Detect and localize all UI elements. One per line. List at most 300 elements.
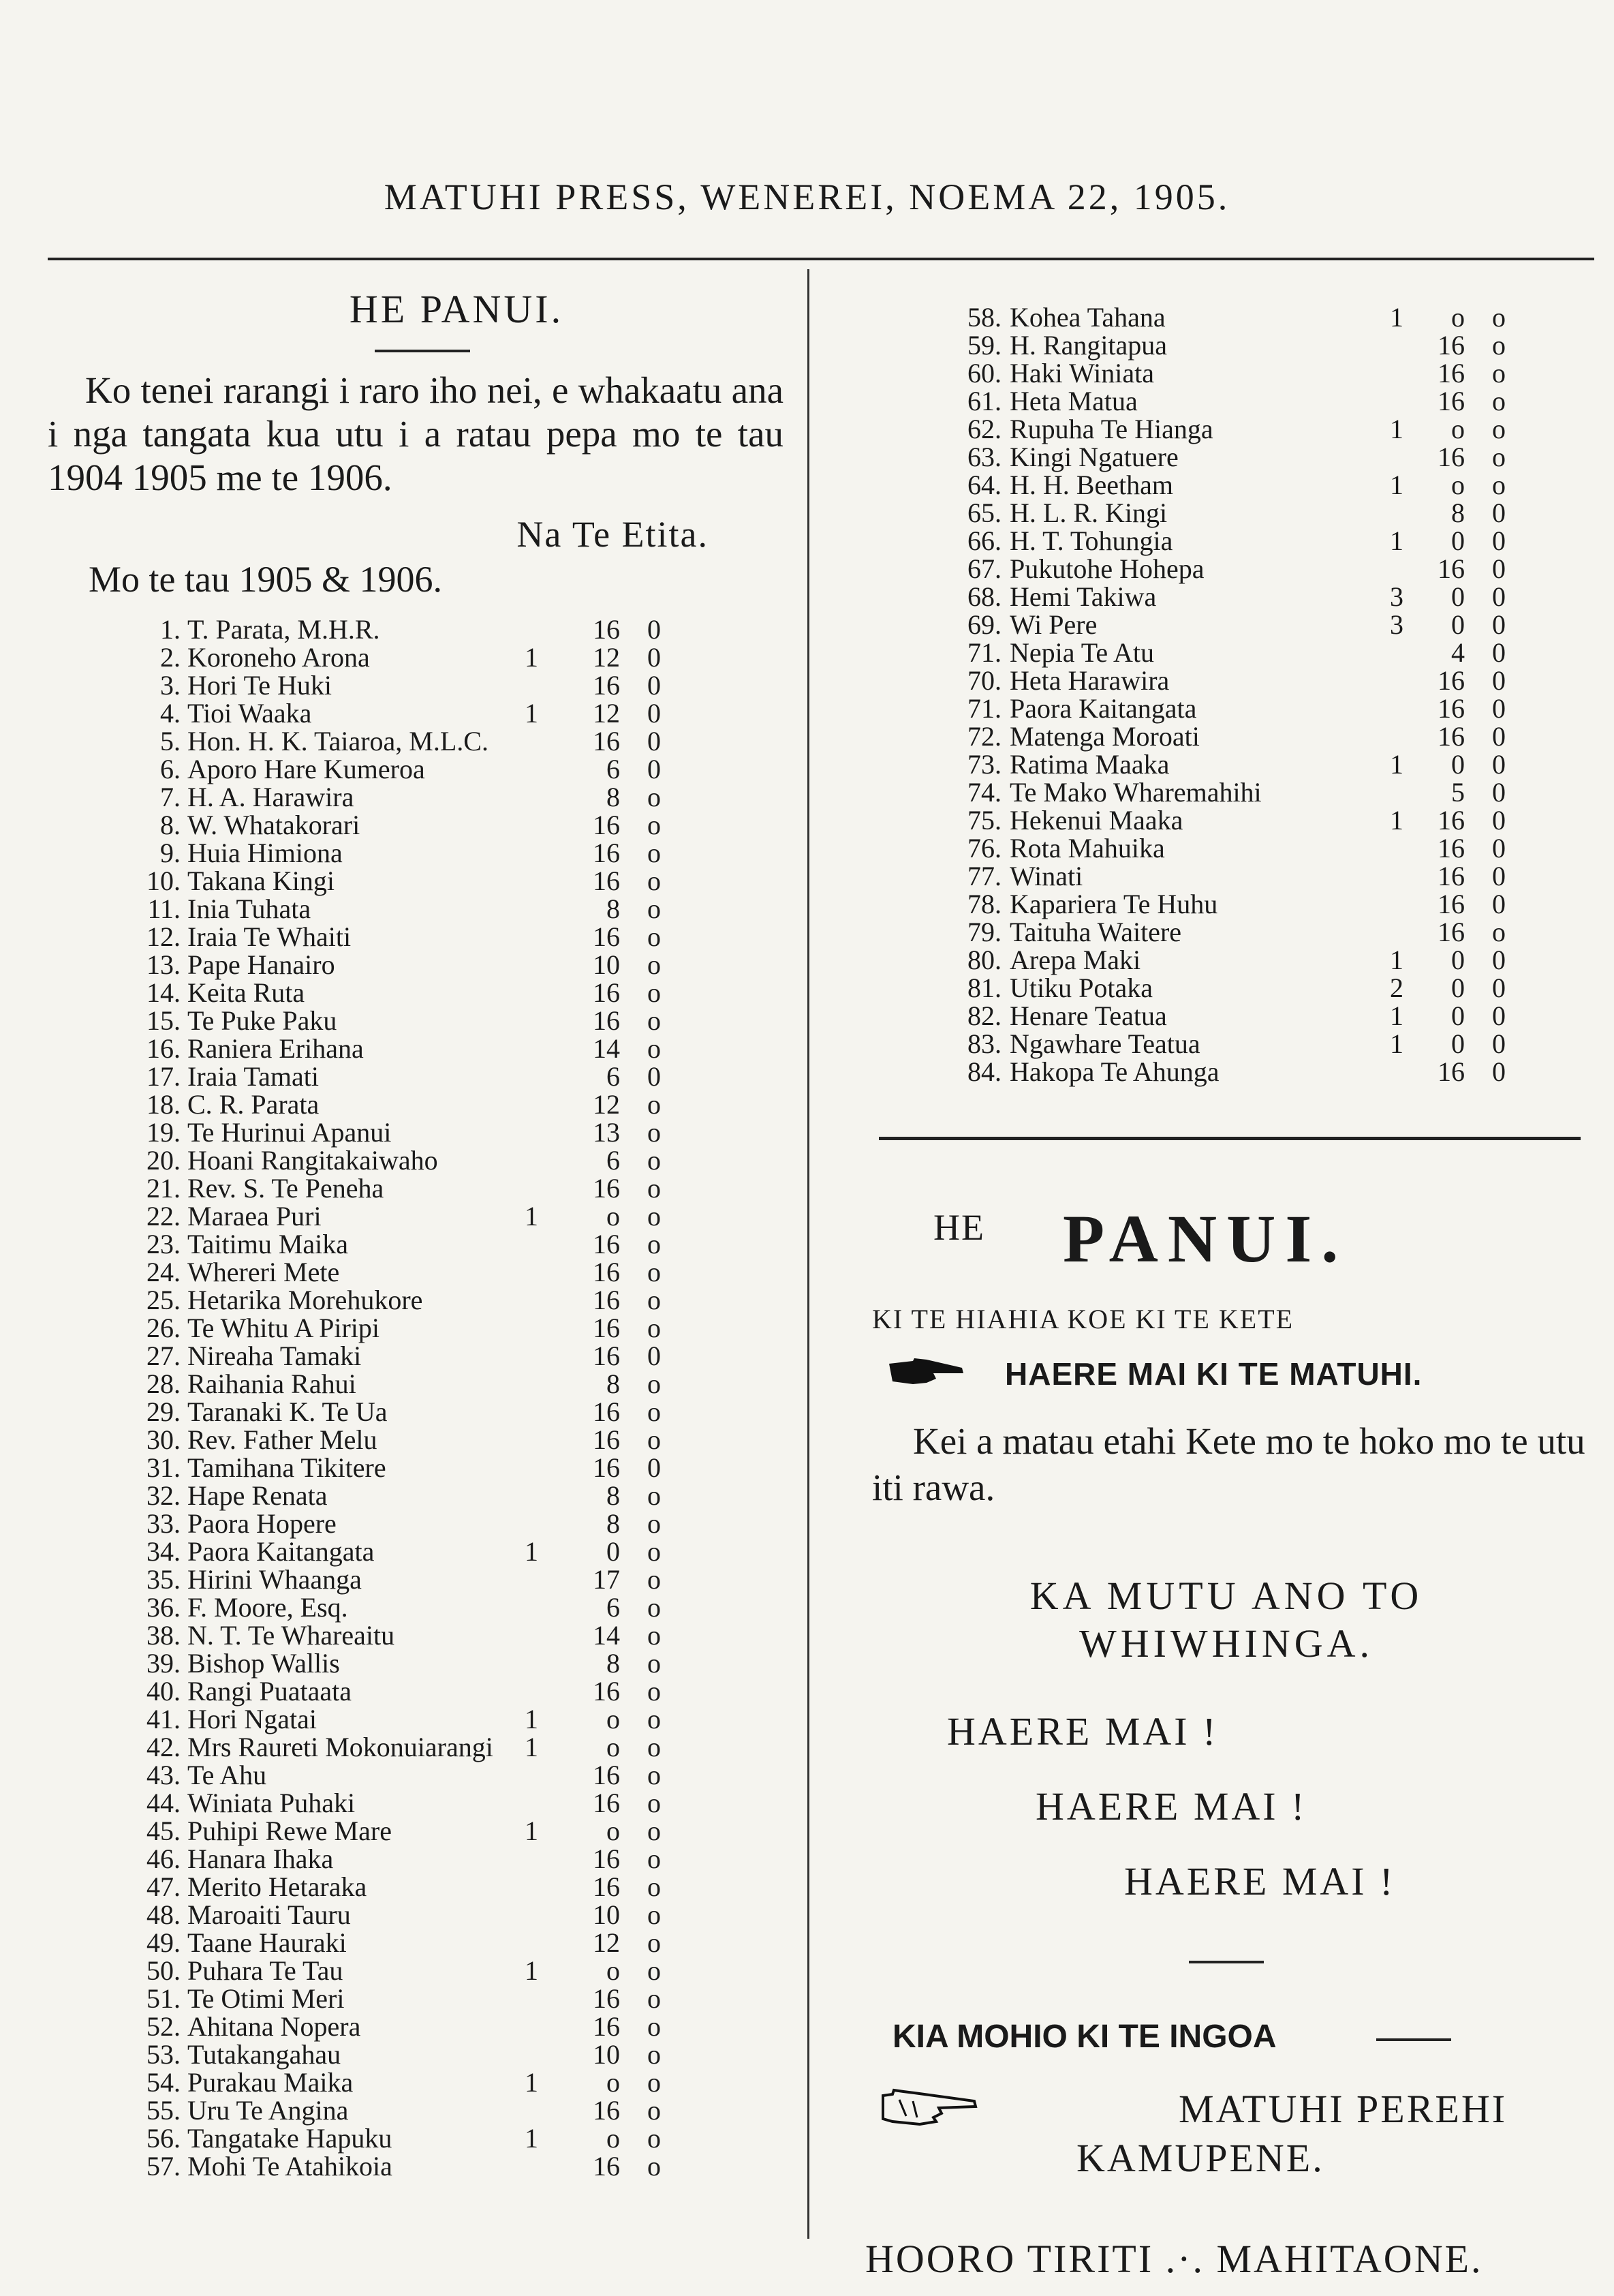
subscriber-row — [838, 555, 1519, 583]
entry-number: 12. — [146, 921, 181, 952]
amount-shillings: 0 — [1451, 525, 1465, 556]
amount-pence: o — [647, 1480, 661, 1511]
amount-shillings: 8 — [606, 1368, 620, 1399]
subscriber-row — [48, 1621, 709, 1649]
subscriber-row — [48, 1761, 709, 1789]
amount-pence: o — [647, 2151, 661, 2182]
entry-number: 16. — [146, 1033, 181, 1064]
amount-shillings: 16 — [1438, 833, 1465, 863]
subscriber-row — [838, 890, 1519, 918]
subscriber-name: Hoani Rangitakaiwaho — [187, 1145, 438, 1176]
pointing-hand-outline-icon — [879, 2086, 981, 2127]
amount-pounds: 1 — [525, 1704, 538, 1734]
amount-pence: 0 — [1492, 749, 1506, 780]
amount-shillings: 16 — [1438, 721, 1465, 752]
subscriber-name: Kapariera Te Huhu — [1010, 889, 1218, 919]
subscriber-name: Winiata Puhaki — [187, 1788, 356, 1818]
entry-number: 9. — [160, 838, 181, 868]
amount-pounds: 1 — [1390, 302, 1403, 333]
subscriber-row — [48, 1733, 709, 1761]
subscriber-name: Koroneho Arona — [187, 642, 370, 673]
subscriber-name: Tangatake Hapuku — [187, 2123, 392, 2154]
kia-mohio-dash — [1376, 2038, 1451, 2041]
entry-number: 18. — [146, 1089, 181, 1120]
subscriber-name: Mrs Raureti Mokonuiarangi — [187, 1732, 493, 1762]
subscriber-name: Te Whitu A Piripi — [187, 1313, 380, 1343]
subscriber-name: N. T. Te Whareaitu — [187, 1620, 395, 1651]
subscriber-row — [48, 1090, 709, 1118]
subscriber-row — [838, 331, 1519, 359]
amount-pence: 0 — [647, 614, 661, 645]
entry-number: 45. — [146, 1816, 181, 1846]
subscriber-name: Inia Tuhata — [187, 893, 311, 924]
entry-number: 53. — [146, 2039, 181, 2070]
amount-pence: o — [647, 1620, 661, 1651]
amount-shillings: 12 — [593, 1927, 620, 1958]
subscriber-row — [838, 443, 1519, 471]
amount-shillings: 16 — [593, 1173, 620, 1204]
amount-pence: o — [647, 1676, 661, 1706]
subscriber-row — [838, 611, 1519, 639]
amount-shillings: 16 — [593, 1871, 620, 1902]
amount-shillings: 17 — [593, 1564, 620, 1595]
subscriber-name: Uru Te Angina — [187, 2095, 349, 2126]
amount-pence: o — [647, 838, 661, 868]
entry-number: 62. — [967, 414, 1002, 444]
amount-pence: o — [647, 1229, 661, 1259]
subscriber-row — [48, 671, 709, 699]
amount-shillings: 0 — [1451, 945, 1465, 975]
subscriber-row — [48, 867, 709, 895]
subscriber-name: Nepia Te Atu — [1010, 637, 1154, 668]
subscriber-row — [48, 1873, 709, 1901]
subscriber-name: Heta Matua — [1010, 386, 1138, 416]
amount-pounds: 1 — [525, 642, 538, 673]
amount-shillings: 16 — [1438, 386, 1465, 416]
amount-shillings: 16 — [593, 1676, 620, 1706]
subscriber-row — [48, 1565, 709, 1593]
entry-number: 39. — [146, 1648, 181, 1679]
amount-pence: o — [647, 1368, 661, 1399]
amount-pence: o — [647, 1927, 661, 1958]
subscriber-row — [48, 2068, 709, 2096]
amount-pounds: 1 — [525, 1816, 538, 1846]
amount-pence: 0 — [647, 642, 661, 673]
subscriber-name: Tutakangahau — [187, 2039, 341, 2070]
amount-pence: 0 — [1492, 805, 1506, 836]
amount-pence: 0 — [1492, 609, 1506, 640]
haere-mai-1-text: HAERE MAI ! — [947, 1709, 1219, 1754]
amount-pence: o — [1492, 302, 1506, 333]
entry-number: 48. — [146, 1899, 181, 1930]
entry-number: 20. — [146, 1145, 181, 1176]
amount-shillings: 8 — [606, 1648, 620, 1679]
amount-shillings: 8 — [606, 1480, 620, 1511]
subscriber-name: Hori Te Huki — [187, 670, 332, 701]
amount-pence: 0 — [1492, 553, 1506, 584]
subscriber-row — [48, 2152, 709, 2180]
subscriber-name: H. A. Harawira — [187, 782, 354, 812]
subscriber-name: Utiku Potaka — [1010, 973, 1153, 1003]
haere-mai-2-text: HAERE MAI ! — [1036, 1784, 1307, 1828]
entry-number: 1. — [160, 614, 181, 645]
subscriber-row — [48, 2096, 709, 2124]
subscriber-row — [48, 1398, 709, 1426]
amount-pence: o — [647, 1592, 661, 1623]
entry-number: 78. — [967, 889, 1002, 919]
subscriber-row — [48, 2040, 709, 2068]
subscriber-name: Rangi Puataata — [187, 1676, 352, 1706]
amount-pence: 0 — [647, 754, 661, 784]
amount-pounds: 1 — [525, 698, 538, 729]
amount-shillings: 16 — [593, 921, 620, 952]
entry-number: 23. — [146, 1229, 181, 1259]
amount-pence: 0 — [1492, 833, 1506, 863]
amount-shillings: 16 — [1438, 861, 1465, 891]
amount-shillings: 16 — [593, 1396, 620, 1427]
subscriber-row — [48, 1426, 709, 1454]
subscriber-name: Iraia Tamati — [187, 1061, 320, 1092]
amount-shillings: o — [606, 1704, 620, 1734]
subscriber-row — [48, 1845, 709, 1873]
amount-pence: o — [647, 893, 661, 924]
haere-mai-3-text: HAERE MAI ! — [1124, 1859, 1396, 1903]
subscriber-row — [838, 946, 1519, 974]
amount-shillings: 8 — [606, 893, 620, 924]
subscriber-list-right — [838, 303, 1519, 1086]
amount-pence: o — [647, 1424, 661, 1455]
entry-number: 35. — [146, 1564, 181, 1595]
subscriber-row — [48, 951, 709, 979]
amount-pence: o — [647, 1257, 661, 1287]
amount-pence: o — [647, 1983, 661, 2014]
amount-shillings: 16 — [593, 1257, 620, 1287]
subscriber-name: Purakau Maika — [187, 2067, 354, 2098]
entry-number: 29. — [146, 1396, 181, 1427]
subscriber-row — [48, 1929, 709, 1957]
amount-shillings: 8 — [1451, 498, 1465, 528]
amount-pence: o — [647, 2039, 661, 2070]
amount-pounds: 2 — [1390, 973, 1403, 1003]
subscriber-row — [838, 694, 1519, 722]
amount-pence: 0 — [647, 1061, 661, 1092]
amount-pence: o — [647, 1396, 661, 1427]
amount-pence: 0 — [647, 670, 661, 701]
entry-number: 50. — [146, 1955, 181, 1986]
subscriber-name: Iraia Te Whaiti — [187, 921, 352, 952]
amount-pence: o — [647, 1536, 661, 1567]
amount-shillings: 16 — [1438, 805, 1465, 836]
amount-shillings: 13 — [593, 1117, 620, 1148]
entry-number: 24. — [146, 1257, 181, 1287]
year-heading: Mo te tau 1905 & 1906. — [89, 559, 442, 600]
entry-number: 66. — [967, 525, 1002, 556]
subscriber-row — [48, 615, 709, 643]
subscriber-name: Heta Harawira — [1010, 665, 1170, 696]
amount-pounds: 1 — [525, 1201, 538, 1231]
amount-pence: o — [647, 1145, 661, 1176]
subscriber-row — [48, 699, 709, 727]
amount-pence: o — [647, 1871, 661, 1902]
entry-number: 49. — [146, 1927, 181, 1958]
subscriber-name: Raihania Rahui — [187, 1368, 356, 1399]
subscriber-name: T. Parata, M.H.R. — [187, 614, 380, 645]
entry-number: 30. — [146, 1424, 181, 1455]
subscriber-row — [838, 415, 1519, 443]
amount-pence: 0 — [647, 1452, 661, 1483]
entry-number: 10. — [146, 866, 181, 896]
entry-number: 82. — [967, 1000, 1002, 1031]
entry-number: 83. — [967, 1028, 1002, 1059]
amount-pence: o — [647, 1089, 661, 1120]
amount-shillings: 16 — [593, 1424, 620, 1455]
amount-shillings: 16 — [593, 1452, 620, 1483]
amount-shillings: 8 — [606, 782, 620, 812]
amount-pence: 0 — [647, 698, 661, 729]
entry-number: 68. — [967, 581, 1002, 612]
entry-number: 19. — [146, 1117, 181, 1148]
amount-shillings: 16 — [593, 866, 620, 896]
amount-shillings: 12 — [593, 698, 620, 729]
haere-mai-2 — [858, 1770, 1594, 1845]
subscriber-row — [48, 1593, 709, 1621]
amount-shillings: 16 — [593, 977, 620, 1008]
entry-number: 75. — [967, 805, 1002, 836]
subscriber-name: Hori Ngatai — [187, 1704, 317, 1734]
amount-shillings: 16 — [1438, 553, 1465, 584]
subscriber-row — [838, 750, 1519, 778]
amount-shillings: 12 — [593, 1089, 620, 1120]
subscriber-name: Taranaki K. Te Ua — [187, 1396, 388, 1427]
amount-pence: o — [1492, 442, 1506, 472]
amount-shillings: 16 — [593, 810, 620, 840]
entry-number: 73. — [967, 749, 1002, 780]
subscriber-row — [48, 1901, 709, 1929]
amount-pence: o — [647, 1899, 661, 1930]
subscriber-name: Ngawhare Teatua — [1010, 1028, 1200, 1059]
subscriber-row — [838, 639, 1519, 667]
amount-pence: 0 — [1492, 777, 1506, 808]
amount-shillings: 10 — [593, 1899, 620, 1930]
amount-shillings: 16 — [593, 1843, 620, 1874]
subscriber-name: Hekenui Maaka — [1010, 805, 1183, 836]
subscriber-row — [838, 387, 1519, 415]
subscriber-name: Kohea Tahana — [1010, 302, 1166, 333]
entry-number: 81. — [967, 973, 1002, 1003]
amount-pence: o — [647, 1816, 661, 1846]
amount-shillings: 16 — [593, 1229, 620, 1259]
editor-signoff: Na Te Etita. — [516, 514, 709, 555]
subscriber-row — [48, 1118, 709, 1146]
subscriber-row — [48, 1649, 709, 1677]
amount-shillings: 8 — [606, 1508, 620, 1539]
subscriber-name: Te Otimi Meri — [187, 1983, 345, 2014]
amount-shillings: 16 — [593, 2095, 620, 2126]
amount-shillings: 6 — [606, 1061, 620, 1092]
subscriber-row — [48, 1454, 709, 1482]
amount-shillings: o — [606, 2123, 620, 2154]
subscriber-row — [838, 667, 1519, 694]
entry-number: 41. — [146, 1704, 181, 1734]
amount-pence: o — [647, 866, 661, 896]
subscriber-name: H. L. R. Kingi — [1010, 498, 1168, 528]
subscriber-name: Pape Hanairo — [187, 949, 335, 980]
advert-panui: PANUI. — [1063, 1201, 1348, 1276]
entry-number: 25. — [146, 1285, 181, 1315]
amount-pence: o — [1492, 358, 1506, 388]
amount-pence: o — [647, 949, 661, 980]
subscriber-name: Rota Mahuika — [1010, 833, 1165, 863]
entry-number: 26. — [146, 1313, 181, 1343]
subscriber-row — [48, 755, 709, 783]
amount-pence: o — [647, 1760, 661, 1790]
entry-number: 76. — [967, 833, 1002, 863]
entry-number: 43. — [146, 1760, 181, 1790]
subscriber-name: Paora Kaitangata — [187, 1536, 375, 1567]
subscriber-name: Matenga Moroati — [1010, 721, 1200, 752]
subscriber-name: Hemi Takiwa — [1010, 581, 1157, 612]
entry-number: 56. — [146, 2123, 181, 2154]
entry-number: 70. — [967, 665, 1002, 696]
subscriber-row — [48, 839, 709, 867]
subscriber-name: Taitimu Maika — [187, 1229, 349, 1259]
advert-center — [858, 1572, 1594, 1668]
subscriber-row — [838, 527, 1519, 555]
advertisement — [858, 1186, 1594, 2282]
haere-mai-1 — [858, 1695, 1594, 1770]
subscriber-row — [838, 583, 1519, 611]
subscriber-name: Paora Kaitangata — [1010, 693, 1197, 724]
entry-number: 58. — [967, 302, 1002, 333]
entry-number: 55. — [146, 2095, 181, 2126]
entry-number: 42. — [146, 1732, 181, 1762]
amount-pounds: 1 — [525, 2123, 538, 2154]
amount-shillings: o — [606, 1201, 620, 1231]
entry-number: 64. — [967, 470, 1002, 500]
subscriber-name: Puhipi Rewe Mare — [187, 1816, 392, 1846]
amount-pounds: 1 — [525, 1732, 538, 1762]
amount-pence: o — [647, 1788, 661, 1818]
entry-number: 15. — [146, 1005, 181, 1036]
entry-number: 46. — [146, 1843, 181, 1874]
subscriber-name: Maroaiti Tauru — [187, 1899, 351, 1930]
amount-pence: o — [647, 1704, 661, 1734]
notice-title: HE PANUI. — [349, 287, 564, 331]
subscriber-name: Keita Ruta — [187, 977, 305, 1008]
amount-pounds: 1 — [1390, 414, 1403, 444]
subscriber-row — [48, 1174, 709, 1202]
entry-number: 13. — [146, 949, 181, 980]
subscriber-name: Rev. Father Melu — [187, 1424, 377, 1455]
subscriber-row — [48, 1062, 709, 1090]
subscriber-name: H. T. Tohungia — [1010, 525, 1173, 556]
entry-number: 22. — [146, 1201, 181, 1231]
entry-number: 71. — [967, 637, 1002, 668]
amount-shillings: o — [606, 2067, 620, 2098]
subscriber-name: Nireaha Tamaki — [187, 1341, 362, 1371]
amount-pence: o — [647, 1173, 661, 1204]
subscriber-row — [48, 1314, 709, 1342]
company-name — [858, 2079, 1594, 2195]
amount-pence: o — [647, 1955, 661, 1986]
subscriber-name: C. R. Parata — [187, 1089, 320, 1120]
subscriber-name: Haki Winiata — [1010, 358, 1155, 388]
amount-shillings: 16 — [593, 1313, 620, 1343]
advert-he: HE — [933, 1207, 985, 1248]
amount-pence: o — [647, 1508, 661, 1539]
subscriber-row — [48, 1482, 709, 1510]
amount-pence: 0 — [1492, 637, 1506, 668]
amount-shillings: 10 — [593, 949, 620, 980]
subscriber-row — [48, 1705, 709, 1733]
amount-shillings: 0 — [1451, 1000, 1465, 1031]
amount-shillings: 4 — [1451, 637, 1465, 668]
entry-number: 74. — [967, 777, 1002, 808]
entry-number: 28. — [146, 1368, 181, 1399]
subscriber-row — [48, 2012, 709, 2040]
entry-number: 21. — [146, 1173, 181, 1204]
entry-number: 6. — [160, 754, 181, 784]
subscriber-name: Rupuha Te Hianga — [1010, 414, 1213, 444]
amount-shillings: 16 — [593, 838, 620, 868]
subscriber-row — [48, 1510, 709, 1537]
amount-shillings: 6 — [606, 754, 620, 784]
subscriber-name: F. Moore, Esq. — [187, 1592, 348, 1623]
subscriber-row — [838, 722, 1519, 750]
company-line2: KAMUPENE. — [1076, 2136, 1324, 2180]
amount-pounds: 3 — [1390, 581, 1403, 612]
subscriber-name: Bishop Wallis — [187, 1648, 340, 1679]
entry-number: 54. — [146, 2067, 181, 2098]
subscriber-name: Ratima Maaka — [1010, 749, 1170, 780]
subscriber-name: Ahitana Nopera — [187, 2011, 361, 2042]
amount-shillings: 5 — [1451, 777, 1465, 808]
subscriber-row — [838, 918, 1519, 946]
subscriber-row — [838, 1002, 1519, 1030]
subscriber-name: Hanara Ihaka — [187, 1843, 334, 1874]
haere-mai-3 — [858, 1845, 1594, 1920]
subscriber-row — [48, 1007, 709, 1035]
entry-number: 67. — [967, 553, 1002, 584]
subscriber-name: Taituha Waitere — [1010, 917, 1182, 947]
subscriber-name: Te Mako Wharemahihi — [1010, 777, 1262, 808]
amount-pence: 0 — [1492, 1056, 1506, 1087]
amount-pence: o — [1492, 470, 1506, 500]
entry-number: 14. — [146, 977, 181, 1008]
subscriber-name: H. Rangitapua — [1010, 330, 1168, 361]
amount-pounds: 1 — [525, 1955, 538, 1986]
amount-shillings: 16 — [593, 1285, 620, 1315]
advert-header — [858, 1186, 1594, 1281]
subscriber-name: Hirini Whaanga — [187, 1564, 362, 1595]
amount-pounds: 1 — [1390, 945, 1403, 975]
amount-shillings: 6 — [606, 1145, 620, 1176]
entry-number: 38. — [146, 1620, 181, 1651]
entry-number: 71. — [967, 693, 1002, 724]
amount-pence: o — [647, 1564, 661, 1595]
subscriber-name: Kingi Ngatuere — [1010, 442, 1179, 472]
amount-pence: o — [647, 1117, 661, 1148]
subscriber-row — [48, 1035, 709, 1062]
amount-shillings: 16 — [593, 1788, 620, 1818]
amount-pounds: 1 — [1390, 1028, 1403, 1059]
amount-pence: o — [647, 1843, 661, 1874]
advert-haere-text: HAERE MAI KI TE MATUHI. — [1005, 1356, 1423, 1392]
amount-shillings: 0 — [1451, 609, 1465, 640]
entry-number: 44. — [146, 1788, 181, 1818]
amount-pence: o — [647, 1313, 661, 1343]
amount-shillings: 16 — [593, 670, 620, 701]
